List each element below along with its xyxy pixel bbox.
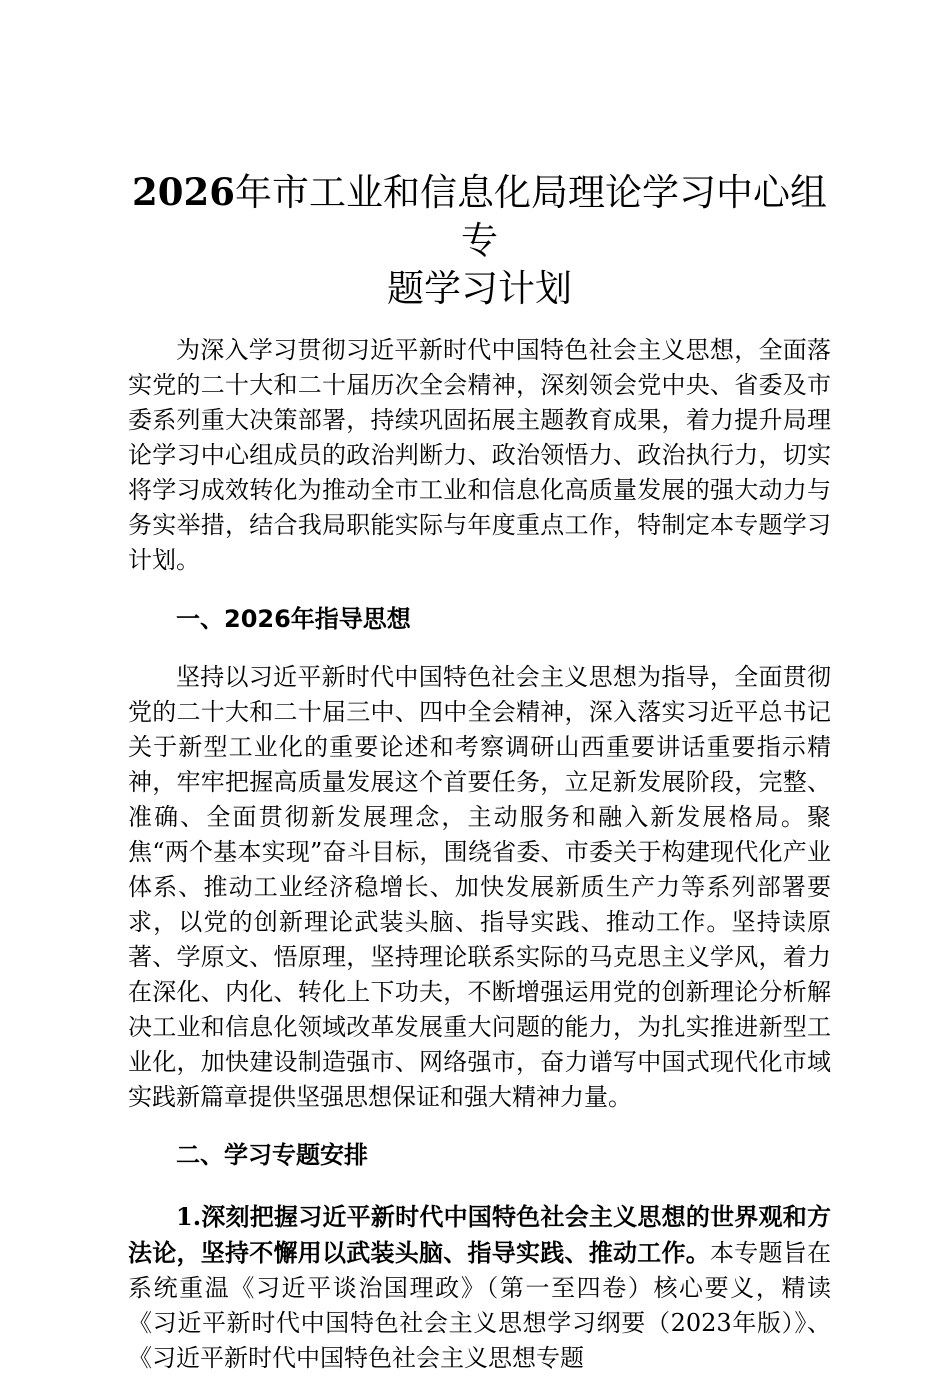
section-heading-study-topics: 二、学习专题安排 [176,1141,368,1169]
title-line-1 [128,168,831,265]
document-page [128,168,831,1376]
section-heading-guiding-ideology: 一、2026年指导思想 [176,605,411,633]
document-title [128,168,831,313]
study-topic-1-body: 本专题旨在系统重温《习近平谈治国理政》（第一至四卷）核心要义，精读《习近平新时代中国特色社会主义思想学习纲要（2023年版）》、《习近平新时代中国特色社会主义思想专题 [128,1239,831,1372]
title-year: 2026 [132,170,235,214]
study-topic-1-lead: 1.深刻把握习近平新时代中国特色社会主义思想的世界观和方法论，坚持不懈用以武装头脑、指导实践、推动工作。 [128,1202,831,1267]
guiding-ideology-paragraph: 坚持以习近平新时代中国特色社会主义思想为指导，全面贯彻党的二十大和二十届三中、四中全会精神，深入落实习近平总书记关于新型工业化的重要论述和考察调研山西重要讲话重要指示精神，牢牢把握高质量发展这个首要任务，立足新发展阶段，完整、准确、全面贯彻新发展理念，主动服务和融入新发展格局。聚焦“两个基本实现”奋斗目标，围绕省委、市委关于构建现代化产业体系、推动工业经济稳增长、加快发展新质生产力等系列部署要求，以党的创新理论武装头脑、指导实践、推动工作。坚持读原著、学原文、悟原理，坚持理论联系实际的马克思主义学风，着力在深化、内化、转化上下功夫，不断增强运用党的创新理论分析解决工业和信息化领域改革发展重大问题的能力，为扎实推进新型工业化，加快建设制造强市、网络强市，奋力谱写中国式现代化市域实践新篇章提供坚强思想保证和强大精神力量。 [128,663,831,1111]
title-line-2: 题学习计划 [387,267,572,310]
intro-paragraph: 为深入学习贯彻习近平新时代中国特色社会主义思想，全面落实党的二十大和二十届历次全会精神，深刻领会党中央、省委及市委系列重大决策部署，持续巩固拓展主题教育成果，着力提升局理论学习中心组成员的政治判断力、政治领悟力、政治执行力，切实将学习成效转化为推动全市工业和信息化高质量发展的强大动力与务实举措，结合我局职能实际与年度重点工作，特制定本专题学习计划。 [128,336,831,574]
study-topic-1-paragraph [128,1199,831,1376]
title-line-1-text: 年市工业和信息化局理论学习中心组专 [234,171,827,262]
